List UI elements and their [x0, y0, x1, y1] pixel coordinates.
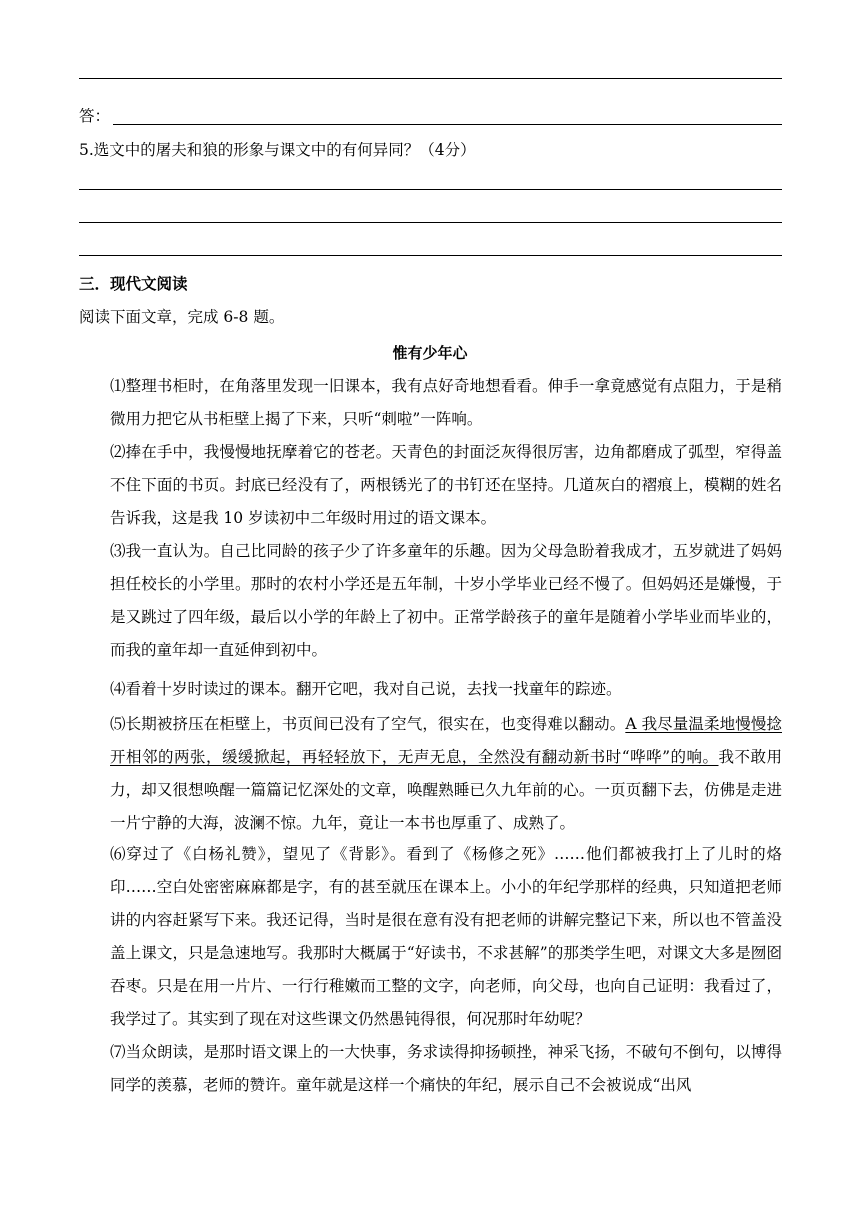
answer-line-1: [79, 189, 782, 190]
answer-line-top: [79, 78, 782, 79]
paragraph-6: [79, 838, 782, 1036]
paragraph-2-text: ⑵捧在手中，我慢慢地抚摩着它的苍老。天青色的封面泛灰得很厉害，边角都磨成了弧型，窄得盖不住下面的书页。封底已经没有了，两根锈光了的书钉还在坚持。几道灰白的褶痕上，模糊的姓名告诉我，这是我 10 岁读初中二年级时用过的语文课本。: [110, 443, 782, 527]
article-title: 惟有少年心: [392, 344, 468, 362]
reading-instruction: 阅读下面文章，完成 6-8 题。: [79, 308, 285, 326]
answer-underline: [113, 124, 782, 125]
answer-row: [79, 104, 782, 128]
paragraph-7: [79, 1036, 782, 1102]
paragraph-6-text: ⑹穿过了《白杨礼赞》，望见了《背影》。看到了《杨修之死》……他们都被我打上了儿时的烙印……空白处密密麻麻都是字，有的甚至就压在课本上。小小的年纪学那样的经典，只知道把老师讲的内容赶紧写下来。我还记得，当时是很在意有没有把老师的讲解完整记下来，所以也不管盖没盖上课文，只是急速地写。我那时大概属于“好读书，不求甚解”的那类学生吧，对课文大多是囫囵吞枣。只是在用一片片、一行行稚嫩而工整的文字，向老师，向父母，也向自己证明：我看过了，我学过了。其实到了现在对这些课文仍然愚钝得很，何况那时年幼呢？: [110, 845, 782, 1028]
paragraph-7-text: ⑺当众朗读，是那时语文课上的一大快事，务求读得抑扬顿挫，神采飞扬，不破句不倒句，以博得同学的羡慕，老师的赞许。童年就是这样一个痛快的年纪，展示自己不会被说成“出风: [110, 1043, 782, 1094]
underlined-sentence-a: A 我尽量温柔地慢慢捻开相邻的两张，缓缓掀起，再轻轻放下，无声无息，全然没有翻动新书时“哗哗”的响。: [110, 715, 782, 766]
answer-label: 答：: [79, 107, 111, 125]
paragraph-2: [79, 436, 782, 535]
paragraph-5-rest: 我不敢用力，却又很想唤醒一篇篇记忆深处的文章，唤醒熟睡已久九年前的心。一页页翻下去，仿佛是走进一片宁静的大海，波澜不惊。九年，竟让一本书也厚重了、成熟了。: [110, 748, 782, 832]
answer-line-2: [79, 222, 782, 223]
answer-line-3: [79, 255, 782, 256]
paragraph-4-text: ⑷看着十岁时读过的课本。翻开它吧，我对自己说，去找一找童年的踪迹。: [110, 680, 622, 698]
question-5: 5.选文中的屠夫和狼的形象与课文中的有何异同？（4分）: [79, 141, 476, 159]
paragraph-3-text: ⑶我一直认为。自己比同龄的孩子少了许多童年的乐趣。因为父母急盼着我成才，五岁就进了妈妈担任校长的小学里。那时的农村小学还是五年制，十岁小学毕业已经不慢了。但妈妈还是嫌慢，于是又跳过了四年级，最后以小学的年龄上了初中。正常学龄孩子的童年是随着小学毕业而毕业的，而我的童年却一直延伸到初中。: [110, 542, 782, 659]
paragraph-4: [79, 673, 782, 706]
section-heading: 三．现代文阅读: [79, 275, 188, 293]
paragraph-1: [79, 370, 782, 436]
paragraph-5-text: [79, 708, 782, 840]
paragraph-5-lead: ⑸长期被挤压在柜壁上，书页间已没有了空气，很实在，也变得难以翻动。: [110, 715, 626, 733]
paragraph-5: [79, 708, 782, 840]
paragraph-1-text: ⑴整理书柜时，在角落里发现一旧课本，我有点好奇地想看看。伸手一拿竟感觉有点阻力，于是稍微用力把它从书柜壁上揭了下来，只听“刺啦”一阵响。: [110, 377, 782, 428]
paragraph-3: [79, 535, 782, 667]
